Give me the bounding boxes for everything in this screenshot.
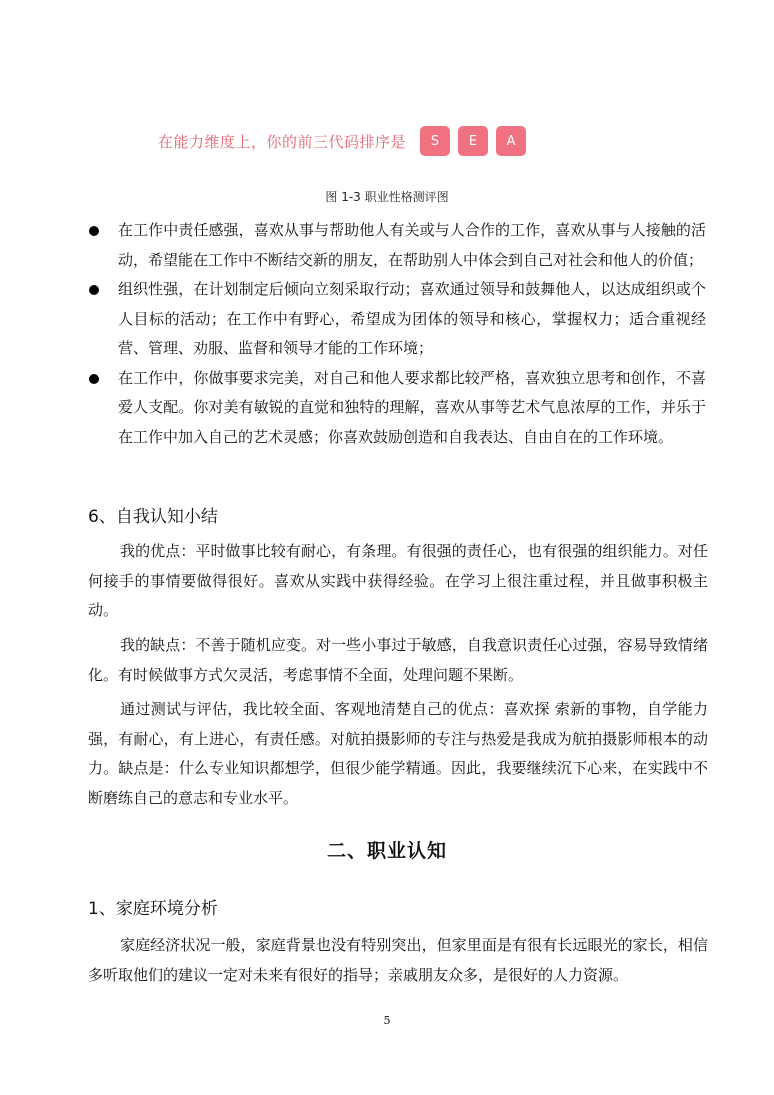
strengths-paragraph: 我的优点：平时做事比较有耐心，有条理。有很强的责任心，也有很强的组织能力。对任何接手的事情要做得很好。喜欢从实践中获得经验。在学习上很注重过程，并且做事积极主动。 [88,542,708,619]
family-paragraph: 家庭经济状况一般，家庭背景也没有特别突出，但家里面是有很有长远眼光的家长，相信多听取他们的建议一定对未来有很好的指导；亲戚朋友众多，是很好的人力资源。 [88,936,708,984]
section-heading-self-summary: 6、自我认知小结 [88,507,218,527]
summary-paragraph: 通过测试与评估，我比较全面、客观地清楚自己的优点：喜欢探 索新的事物，自学能力强，有耐心，有上进心，有责任感。对航拍摄影师的专注与热爱是我成为航拍摄影师根本的动力。缺点是：什么专业知识都想学，但很少能学精通。因此，我要继续沉下心来，在实践中不断磨练自己的意志和专业水平。 [88,700,708,807]
list-item [86,216,706,275]
ability-dimension-text: 在能力维度上，你的前三代码排序是 [158,132,407,151]
figure-caption: 图 1-3 职业性格测评图 [325,190,449,204]
list-item [86,275,706,364]
code-badge-3: A [496,126,526,156]
ability-dimension-line [158,124,526,158]
list-item-text: 组织性强，在计划制定后倾向立刻采取行动；喜欢通过领导和鼓舞他人，以达成组织或个人目标的活动；在工作中有野心，希望成为团体的领导和核心，掌握权力；适合重视经营、管理、劝服、监督和领导才能的工作环境； [118,280,706,357]
code-badge-1: S [420,126,450,156]
bullet-dot-icon [89,374,99,384]
page-number: 5 [383,1014,391,1027]
list-item [86,364,706,453]
section-heading-family: 1、家庭环境分析 [88,899,218,919]
list-item-text: 在工作中，你做事要求完美，对自己和他人要求都比较严格，喜欢独立思考和创作，不喜爱人支配。你对美有敏锐的直觉和独特的理解，喜欢从事等艺术气息浓厚的工作，并乐于在工作中加入自己的艺术灵感；你喜欢鼓励创造和自我表达、自由自在的工作环境。 [118,368,706,446]
bullet-dot-icon [89,226,99,236]
trait-list [86,216,706,452]
weaknesses-paragraph: 我的缺点：不善于随机应变。对一些小事过于敏感，自我意识责任心过强，容易导致情绪化。有时候做事方式欠灵活，考虑事情不全面，处理问题不果断。 [88,636,708,684]
chapter-title: 二、职业认知 [326,840,447,862]
bullet-dot-icon [89,285,99,295]
code-badge-2: E [458,126,488,156]
list-item-text: 在工作中责任感强，喜欢从事与帮助他人有关或与人合作的工作，喜欢从事与人接触的活动，希望能在工作中不断结交新的朋友，在帮助别人中体会到自己对社会和他人的价值； [118,221,706,269]
